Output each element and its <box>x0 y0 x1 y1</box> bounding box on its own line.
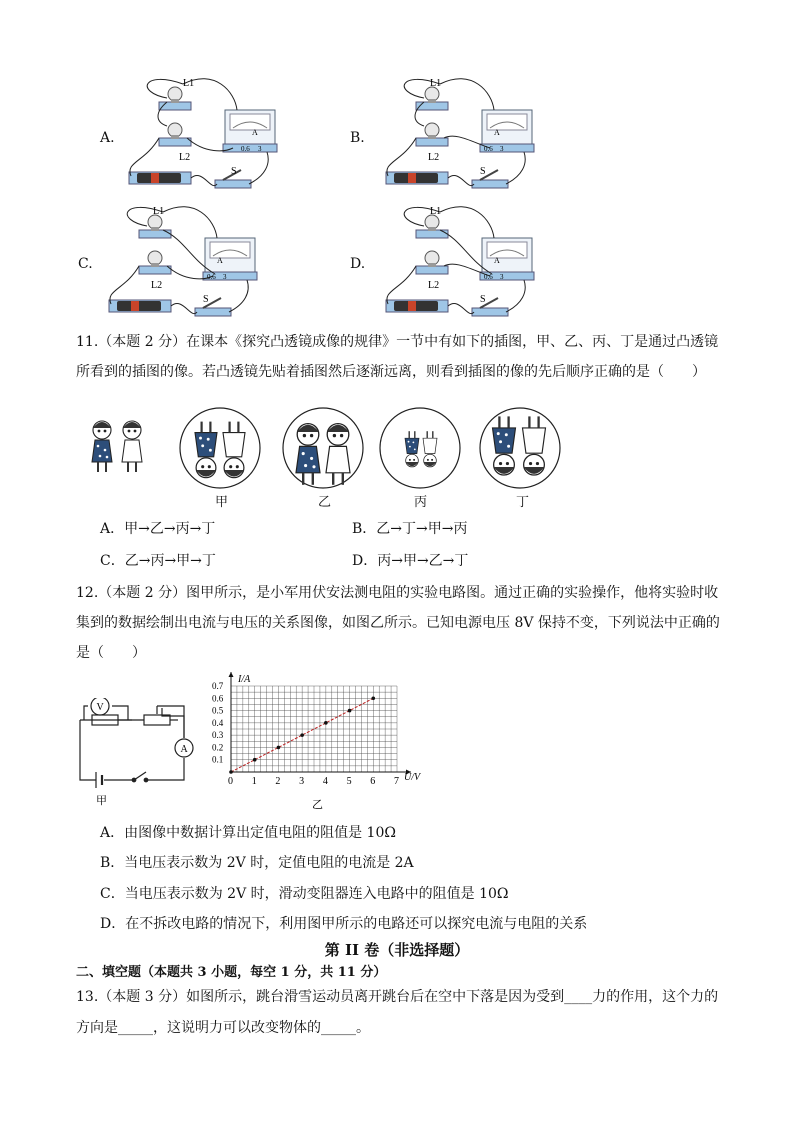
svg-text:A: A <box>494 256 500 265</box>
svg-text:L2: L2 <box>151 280 163 291</box>
q11-option-d[interactable]: D．丙→甲→乙→丁 <box>352 553 469 569</box>
circuit-diagram-c <box>95 200 260 325</box>
label-l1: L1 <box>183 78 195 89</box>
y-tick-label: 0.7 <box>212 681 224 691</box>
svg-text:3: 3 <box>500 273 504 281</box>
svg-text:S: S <box>480 294 486 305</box>
svg-text:L1: L1 <box>153 206 165 217</box>
battery-icon <box>129 172 191 184</box>
scale-lo: 0.6 <box>241 145 250 153</box>
data-point <box>371 696 375 700</box>
circuit-diagram-d <box>372 200 537 325</box>
data-point <box>253 758 257 762</box>
x-tick-label: 0 <box>228 776 233 787</box>
switch-icon <box>472 298 508 316</box>
q12-option-a[interactable]: A．由图像中数据计算出定值电阻的阻值是 10Ω <box>100 825 396 841</box>
kid-boy-icon <box>122 421 142 472</box>
scale-hi: 3 <box>258 145 262 153</box>
data-point <box>277 746 281 750</box>
svg-text:3: 3 <box>223 273 227 281</box>
x-tick-label: 2 <box>275 776 281 787</box>
q12-option-c[interactable]: C．当电压表示数为 2V 时，滑动变阻器连入电路中的阻值是 10Ω <box>100 886 509 902</box>
y-tick-label: 0.2 <box>212 742 224 753</box>
y-tick-label: 0.3 <box>212 730 224 741</box>
bulb-l1-icon <box>416 87 448 110</box>
meter-letter: A <box>252 128 258 137</box>
svg-text:L2: L2 <box>428 280 440 291</box>
graph-label-yi: 乙 <box>312 799 323 811</box>
circuit-diagram-b <box>372 72 537 197</box>
q11-stem-line1: 11.（本题 2 分）在课本《探究凸透镜成像的规律》一节中有如下的插图，甲、乙、丙、丁是通过凸透镜 <box>76 334 719 350</box>
section-title: 第 II 卷（非选择题） <box>324 941 470 959</box>
y-axis-label: I/A <box>238 674 251 685</box>
bulb-l1-icon <box>139 215 171 238</box>
svg-text:L1: L1 <box>430 78 442 89</box>
svg-text:A: A <box>494 128 500 137</box>
x-tick-label: 6 <box>370 776 376 787</box>
data-point <box>324 721 328 725</box>
label-jia: 甲 <box>215 495 229 510</box>
lens-image-jia <box>180 408 260 488</box>
battery-icon <box>386 172 448 184</box>
y-tick-label: 0.4 <box>212 717 224 728</box>
data-point <box>300 733 304 737</box>
q11-option-c[interactable]: C．乙→丙→甲→丁 <box>100 553 216 569</box>
q12-stem-line3: 是（ ） <box>76 645 146 661</box>
lens-image-bing <box>380 408 460 488</box>
switch-icon <box>472 170 508 188</box>
lens-image-yi <box>283 408 363 488</box>
bulb-l2-icon <box>159 123 191 146</box>
x-tick-label: 4 <box>322 776 328 787</box>
section-subtitle: 二、填空题（本题共 3 小题，每空 1 分，共 11 分） <box>76 965 387 980</box>
y-tick-label: 0.1 <box>212 754 224 765</box>
option-c-letter: C. <box>78 256 93 272</box>
kid-girl-icon <box>92 421 112 472</box>
bulb-l2-icon <box>139 251 171 274</box>
label-l2: L2 <box>179 152 191 163</box>
iu-graph <box>208 672 430 812</box>
bulb-l2-icon <box>416 123 448 146</box>
q12-stem-line2: 集到的数据绘制出电流与电压的关系图像，如图乙所示。已知电源电压 8V 保持不变，下列说法中正确的 <box>76 615 720 631</box>
y-tick-label: 0.6 <box>212 693 224 704</box>
data-point <box>348 709 352 713</box>
y-axis-arrow <box>229 672 234 677</box>
svg-text:A: A <box>217 256 223 265</box>
svg-text:A: A <box>180 744 188 755</box>
q12-stem-line1: 12.（本题 2 分）图甲所示，是小军用伏安法测电阻的实验电路图。通过正确的实验操作，他将实验时收 <box>76 585 719 601</box>
x-tick-label: 1 <box>251 776 257 787</box>
bulb-l1-icon <box>159 87 191 110</box>
data-point <box>229 770 233 774</box>
option-d-letter: D. <box>350 256 366 272</box>
label-yi: 乙 <box>318 495 332 510</box>
label-bing: 丙 <box>414 495 428 510</box>
q12-option-b[interactable]: B．当电压表示数为 2V 时，定值电阻的电流是 2A <box>100 855 414 871</box>
q13-line2: 方向是_____，这说明力可以改变物体的_____。 <box>76 1020 370 1036</box>
x-tick-label: 3 <box>299 776 305 787</box>
x-tick-label: 7 <box>394 776 399 787</box>
svg-text:S: S <box>203 294 209 305</box>
battery-icon <box>109 300 171 312</box>
circuit-label-jia: 甲 <box>96 795 107 807</box>
x-tick-label: 5 <box>346 776 352 787</box>
ammeter-icon <box>223 110 277 152</box>
circuit-diagram-a <box>115 72 280 197</box>
svg-text:L2: L2 <box>428 152 440 163</box>
q12-option-d[interactable]: D．在不拆改电路的情况下，利用图甲所示的电路还可以探究电流与电阻的关系 <box>100 916 588 932</box>
lens-image-ding <box>480 408 560 488</box>
option-a-letter: A. <box>100 130 115 146</box>
svg-text:0.6: 0.6 <box>484 145 493 153</box>
svg-text:S: S <box>480 166 486 177</box>
label-s: S <box>231 166 237 177</box>
lens-images <box>178 404 568 494</box>
x-axis-label: U/V <box>404 772 421 783</box>
q11-stem-line2: 所看到的插图的像。若凸透镜先贴着插图然后逐渐远离，则看到插图的像的先后顺序正确的是（ ） <box>76 364 706 380</box>
battery-icon <box>386 300 448 312</box>
q11-option-a[interactable]: A．甲→乙→丙→丁 <box>100 521 216 537</box>
svg-text:V: V <box>96 702 104 713</box>
circuit-jia <box>74 698 204 808</box>
y-tick-label: 0.5 <box>212 705 224 716</box>
original-illustration <box>74 410 164 490</box>
label-ding: 丁 <box>516 495 530 510</box>
q11-option-b[interactable]: B．乙→丁→甲→丙 <box>352 521 468 537</box>
q13-line1: 13.（本题 3 分）如图所示，跳台滑雪运动员离开跳台后在空中下落是因为受到____力的作用，这个力的 <box>76 989 719 1005</box>
svg-text:0.6: 0.6 <box>207 273 216 281</box>
bulb-l1-icon <box>416 215 448 238</box>
switch-icon <box>195 298 231 316</box>
option-b-letter: B. <box>350 130 365 146</box>
svg-text:L1: L1 <box>430 206 442 217</box>
bulb-l2-icon <box>416 251 448 274</box>
svg-text:0.6: 0.6 <box>484 273 493 281</box>
svg-text:3: 3 <box>500 145 504 153</box>
